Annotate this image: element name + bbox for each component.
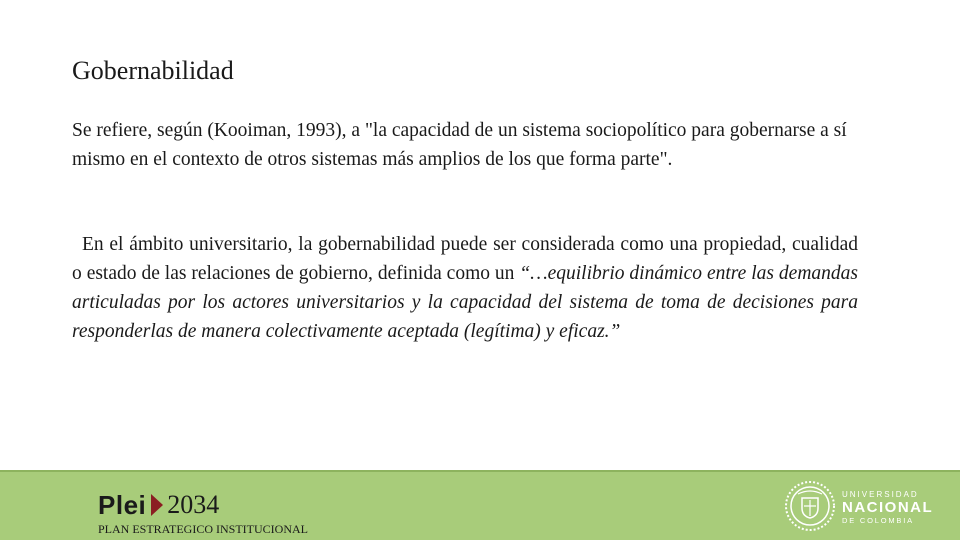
university-paragraph [72,230,858,346]
university-seal-icon [784,480,836,532]
plei-subtitle: PLAN ESTRATEGICO INSTITUCIONAL [98,522,308,536]
university-paragraph-intro: En el ámbito universitario, la gobernabilidad puede ser considerada como una propiedad, cualidad o estado de las relaciones de gobierno, definida como un [72,234,858,284]
university-paragraph-quote: “…equilibrio dinámico entre las demandas articuladas por los actores universitarios y la capacidad del sistema de toma de decisiones para responderlas de manera colectivamente aceptada (legítima) y eficaz.” [72,263,858,342]
universidad-nacional-logo [784,478,944,536]
plei-year: 2034 [167,490,220,519]
slide-title: Gobernabilidad [72,56,234,85]
university-line2: NACIONAL [842,499,934,516]
plei-wordmark: Plei [98,489,147,520]
plei-logo [98,488,219,522]
university-line1: UNIVERSIDAD [842,490,919,499]
definition-paragraph: Se refiere, según (Kooiman, 1993), a "la capacidad de un sistema sociopolítico para gobernarse a sí mismo en el contexto de otros sistemas más amplios de los que forma parte". [72,120,847,170]
university-line3: DE COLOMBIA [842,516,914,525]
play-arrow-icon [151,494,163,516]
university-name [842,490,933,526]
